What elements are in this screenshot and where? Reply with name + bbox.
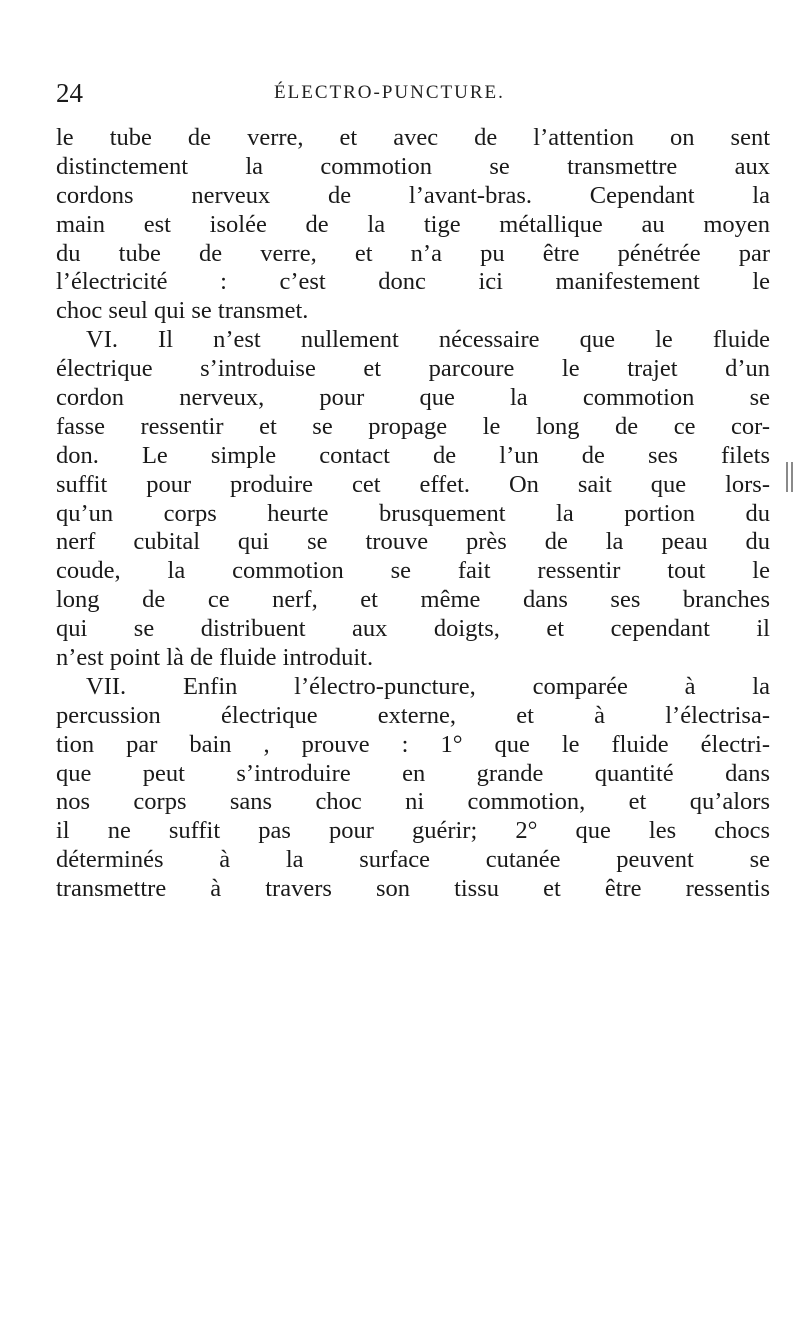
margin-mark [786, 462, 794, 492]
text-line: cordon nerveux, pour que la commotion se [56, 384, 770, 412]
page-header [56, 78, 776, 118]
text-line: coude, la commotion se fait ressentir tout le [56, 557, 770, 585]
text-line: suffit pour produire cet effet. On sait que lors- [56, 470, 770, 498]
text-line: que peut s’introduire en grande quantité dans [56, 759, 770, 787]
body-text [56, 124, 770, 904]
text-line: main est isolée de la tige métallique au moyen [56, 210, 770, 238]
text-line: VI. Il n’est nullement nécessaire que le fluide [86, 326, 770, 354]
page-number: 24 [56, 78, 83, 108]
text-line: qui se distribuent aux doigts, et cependant il [56, 615, 770, 643]
text-line: déterminés à la surface cutanée peuvent se [56, 846, 770, 874]
text-line: fasse ressentir et se propage le long de ce cor- [56, 412, 770, 440]
text-line: tion par bain , prouve : 1° que le fluide électri- [56, 730, 770, 758]
text-line: percussion électrique externe, et à l’électrisa- [56, 701, 770, 729]
text-line: il ne suffit pas pour guérir; 2° que les chocs [56, 817, 770, 845]
text-line: cordons nerveux de l’avant-bras. Cependant la [56, 181, 770, 209]
text-line: électrique s’introduise et parcoure le trajet d’un [56, 355, 770, 383]
running-title: ÉLECTRO-PUNCTURE. [274, 82, 505, 103]
text-line: transmettre à travers son tissu et être ressentis [56, 875, 770, 903]
text-line: don. Le simple contact de l’un de ses filets [56, 441, 770, 469]
text-line: le tube de verre, et avec de l’attention on sent [56, 124, 770, 151]
text-line: distinctement la commotion se transmettre aux [56, 152, 770, 180]
text-line: l’électricité : c’est donc ici manifestement le [56, 268, 770, 296]
text-line: n’est point là de fluide introduit. [56, 644, 374, 672]
text-line: nerf cubital qui se trouve près de la peau du [56, 528, 770, 556]
text-line: choc seul qui se transmet. [56, 297, 309, 325]
text-line: nos corps sans choc ni commotion, et qu’alors [56, 788, 770, 816]
text-line: qu’un corps heurte brusquement la portion du [56, 499, 770, 527]
text-line: long de ce nerf, et même dans ses branches [56, 586, 770, 614]
text-line: VII. Enfin l’électro-puncture, comparée à la [86, 672, 770, 700]
text-line: du tube de verre, et n’a pu être pénétrée par [56, 239, 770, 267]
